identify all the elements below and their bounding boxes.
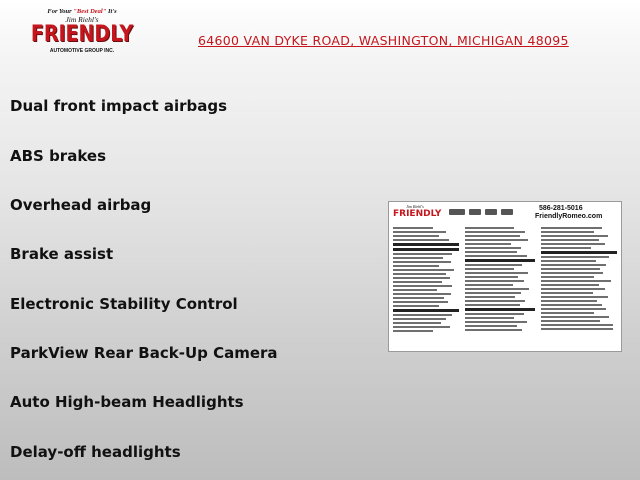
feature-item: Delay-off headlights xyxy=(10,443,181,461)
feature-item: ABS brakes xyxy=(10,147,106,165)
dealer-address-link[interactable]: 64600 VAN DYKE ROAD, WASHINGTON, MICHIGAN 48095 xyxy=(198,33,569,48)
feature-item: Brake assist xyxy=(10,245,114,263)
sticker-column xyxy=(465,227,535,333)
sticker-website: FriendlyRomeo.com xyxy=(535,213,603,220)
sticker-column xyxy=(541,227,617,332)
feature-item: Overhead airbag xyxy=(10,196,152,214)
logo-group-name: AUTOMOTIVE GROUP INC. xyxy=(49,48,115,54)
window-sticker-image[interactable] xyxy=(388,201,622,352)
logo-owner: Jim Riehl's xyxy=(65,15,99,24)
feature-item: ParkView Rear Back-Up Camera xyxy=(10,344,278,362)
feature-item: Dual front impact airbags xyxy=(10,97,228,115)
sticker-brand-logos xyxy=(449,209,513,215)
logo-tagline: For Your "Best Deal" It's xyxy=(47,8,117,15)
feature-item: Auto High-beam Headlights xyxy=(10,393,244,411)
sticker-column xyxy=(393,227,459,334)
sticker-phone: 586-281-5016 xyxy=(539,205,583,212)
feature-item: Electronic Stability Control xyxy=(10,295,238,313)
sticker-logo: Jim Riehl's FRIENDLY xyxy=(393,204,442,219)
dealer-logo xyxy=(30,8,134,74)
logo-brand: FRIENDLY xyxy=(30,21,134,47)
